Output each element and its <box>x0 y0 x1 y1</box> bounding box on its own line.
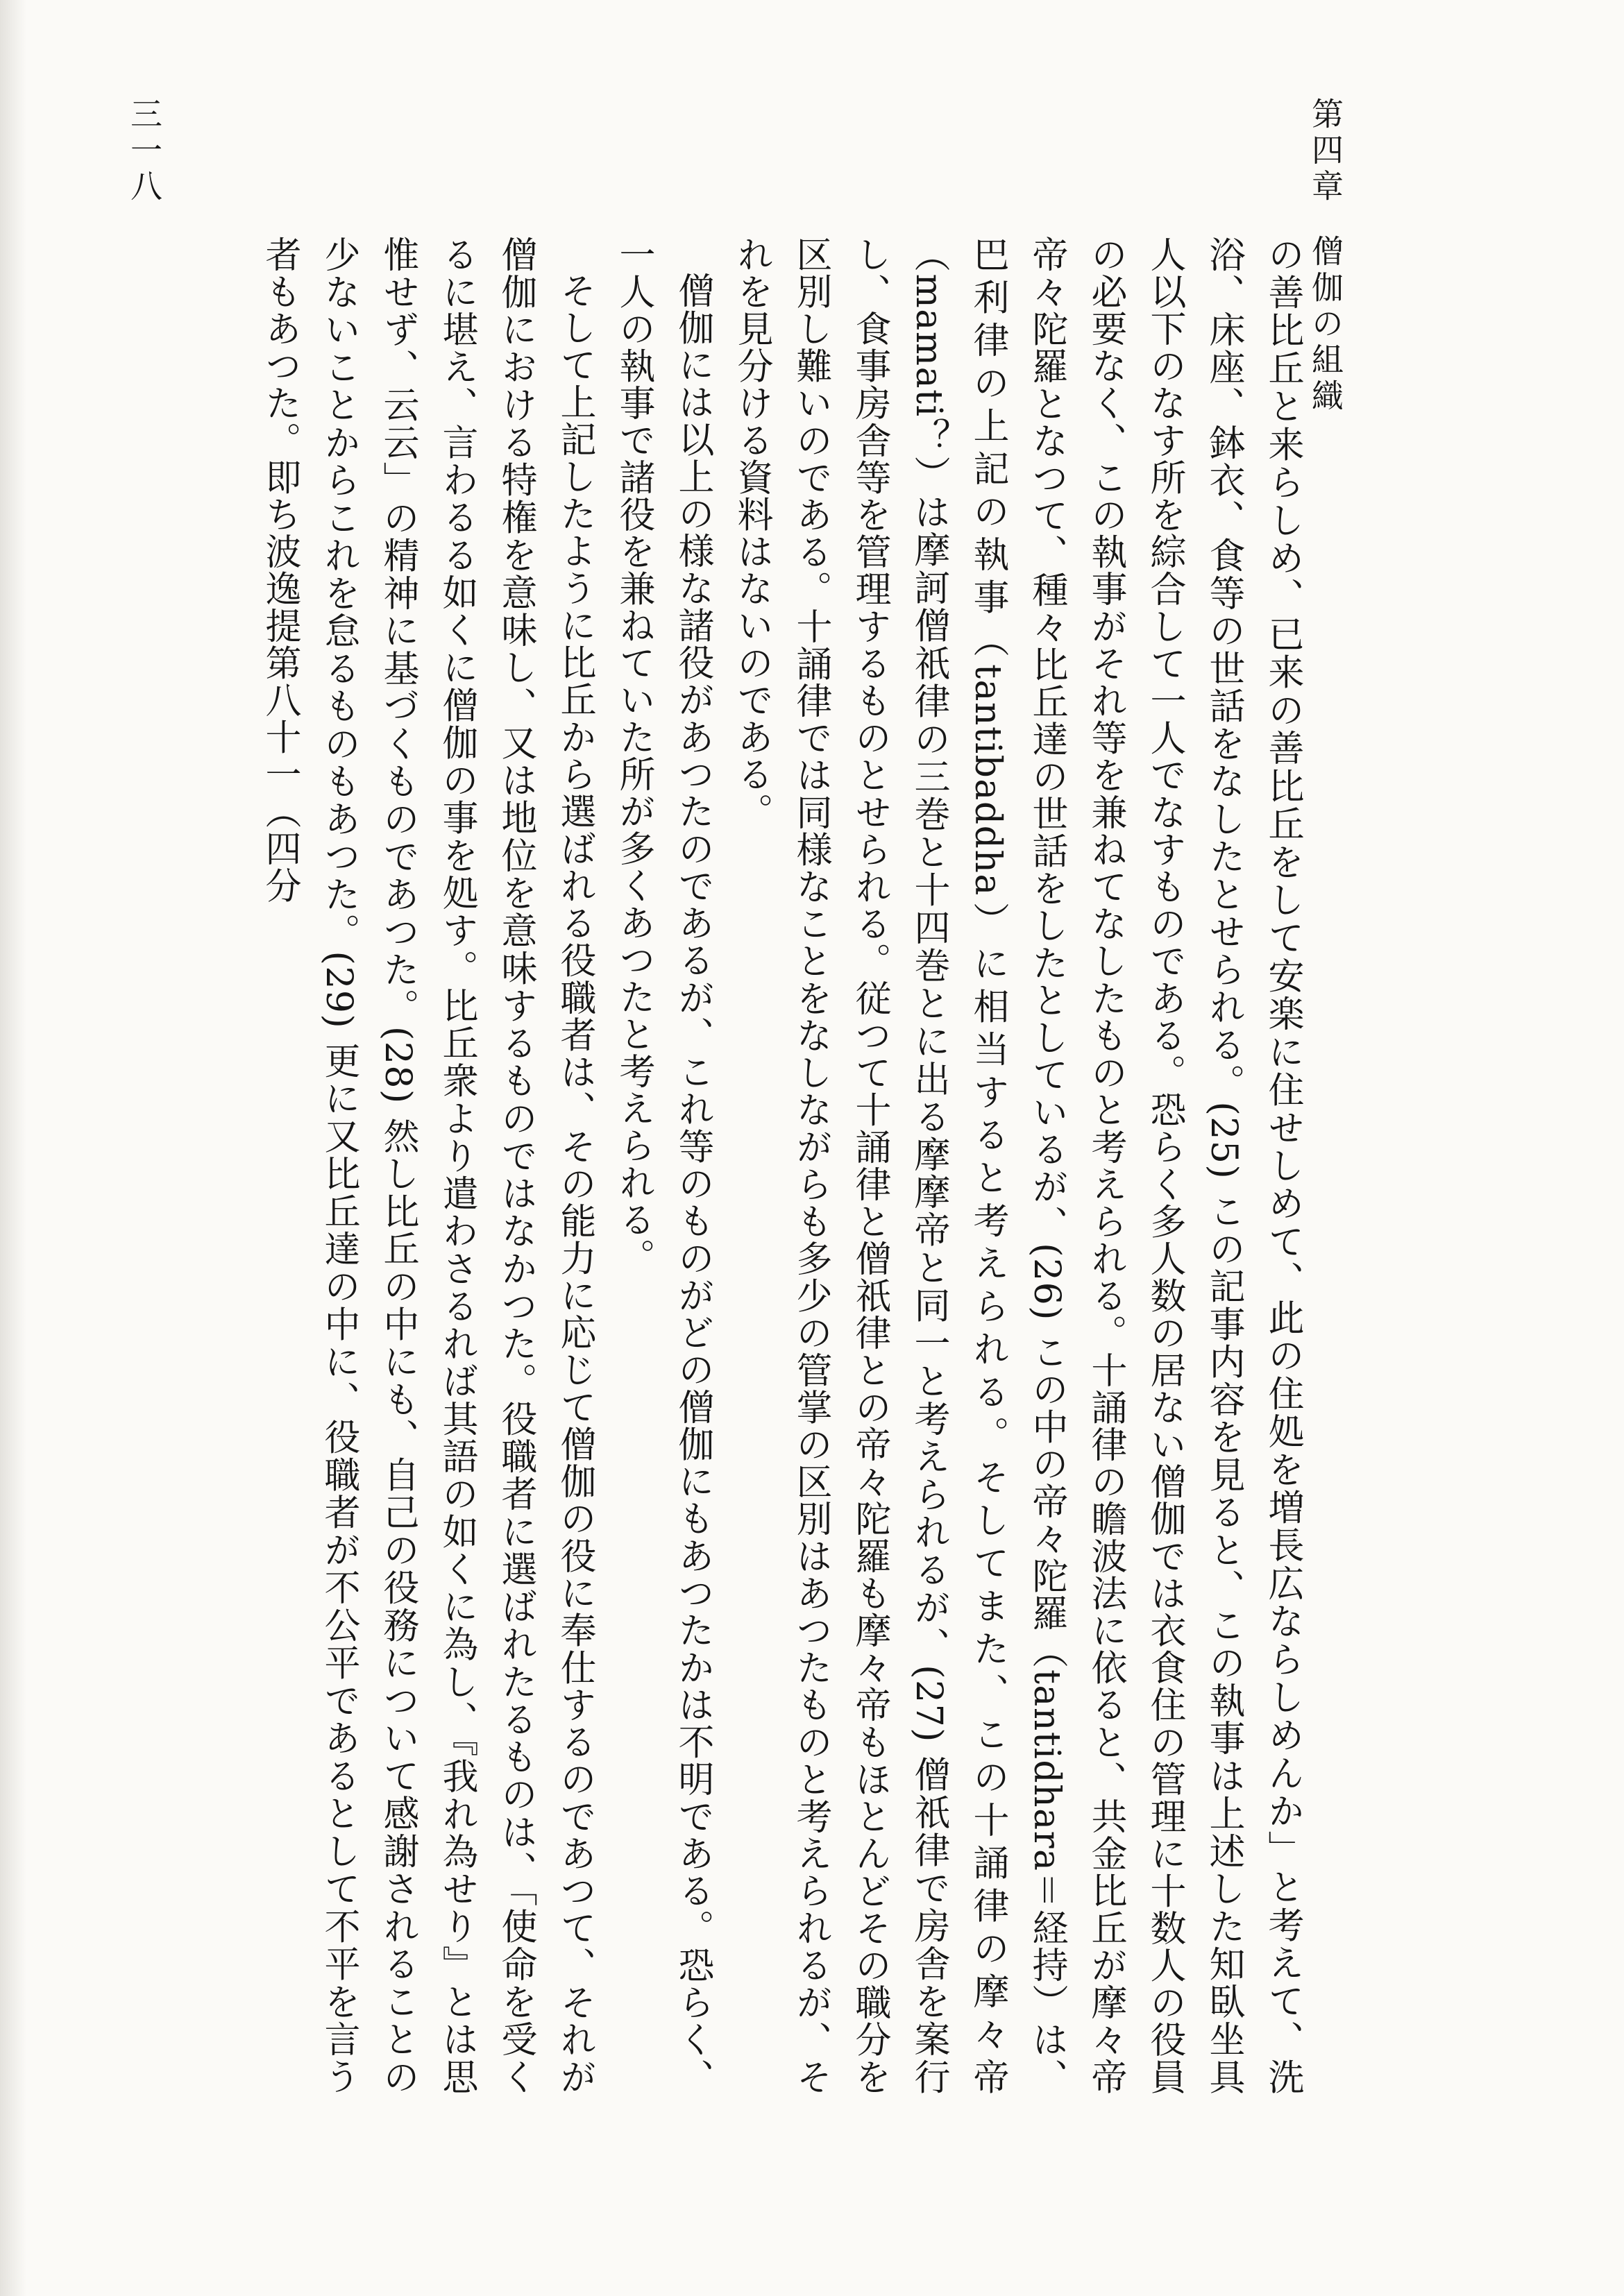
paragraph-2: 僧伽には以上の様な諸役があつたのであるが、これ等のものがどの僧伽にもあつたかは不明である。恐らく、一人の執事で諸役を兼ねていた所が多くあつたと考えられる。 <box>613 236 713 2095</box>
body-text <box>132 236 1312 2095</box>
chapter-title: 僧伽の組織 <box>1307 235 1344 415</box>
page-edge-shadow <box>0 0 26 2296</box>
paragraph-3: そして上記したように比丘から選ばれる役職者は、その能力に応じて僧伽の役に奉仕するのであつて、それが僧伽における特権を意味し、又は地位を意味するものではなかつた。役職者に選ばれたるものは、「使命を受くるに堪え、言わるる如くに僧伽の事を処す。比丘衆より遣わさるれば其語の如くに為し、『我れ為せり』とは思惟せず、云云」の精神に基づくものであつた。(28) 然し比丘の中にも、自己の役務について感謝されることの少ないことからこれを怠るものもあつた。(29) 更に又比丘達の中に、役職者が不公平であるとして不平を言う者もあつた。即ち波逸提第八十一（四分 <box>259 236 595 2095</box>
page-number: 三一八 <box>126 97 163 205</box>
paragraph-1: の善比丘と来らしめ、已来の善比丘をして安楽に住せしめて、此の住処を増長広ならしめんか」と考えて、洗浴、床座、鉢衣、食等の世話をなしたとせられる。(25) この記事内容を見ると、この執事は上述した知臥坐具人以下のなす所を綜合して一人でなすものである。恐らく多人数の居ない僧伽では衣食住の管理に十数人の役員の必要なく、この執事がそれ等を兼ねてなしたものと考えられる。十誦律の瞻波法に依ると、共金比丘が摩々帝帝々陀羅となつて、種々比丘達の世話をしたとしているが、(26) この中の帝々陀羅（tantidhara＝経持）は、巴利律の上記の執事（tantibaddha）に相当すると考えられる。そしてまた、この十誦律の摩々帝（mamati？）は摩訶僧祇律の三巻と十四巻とに出る摩摩帝と同一と考えられるが、(27) 僧祇律で房舎を案行し、食事房舎等を管理するものとせられる。従つて十誦律と僧祇律との帝々陀羅も摩々帝もほとんどその職分を区別し難いのである。十誦律では同様なことをなしながらも多少の管掌の区別はあつたものと考えられるが、それを見分ける資料はないのである。 <box>731 236 1303 2096</box>
chapter-label: 第四章 <box>1307 97 1344 205</box>
